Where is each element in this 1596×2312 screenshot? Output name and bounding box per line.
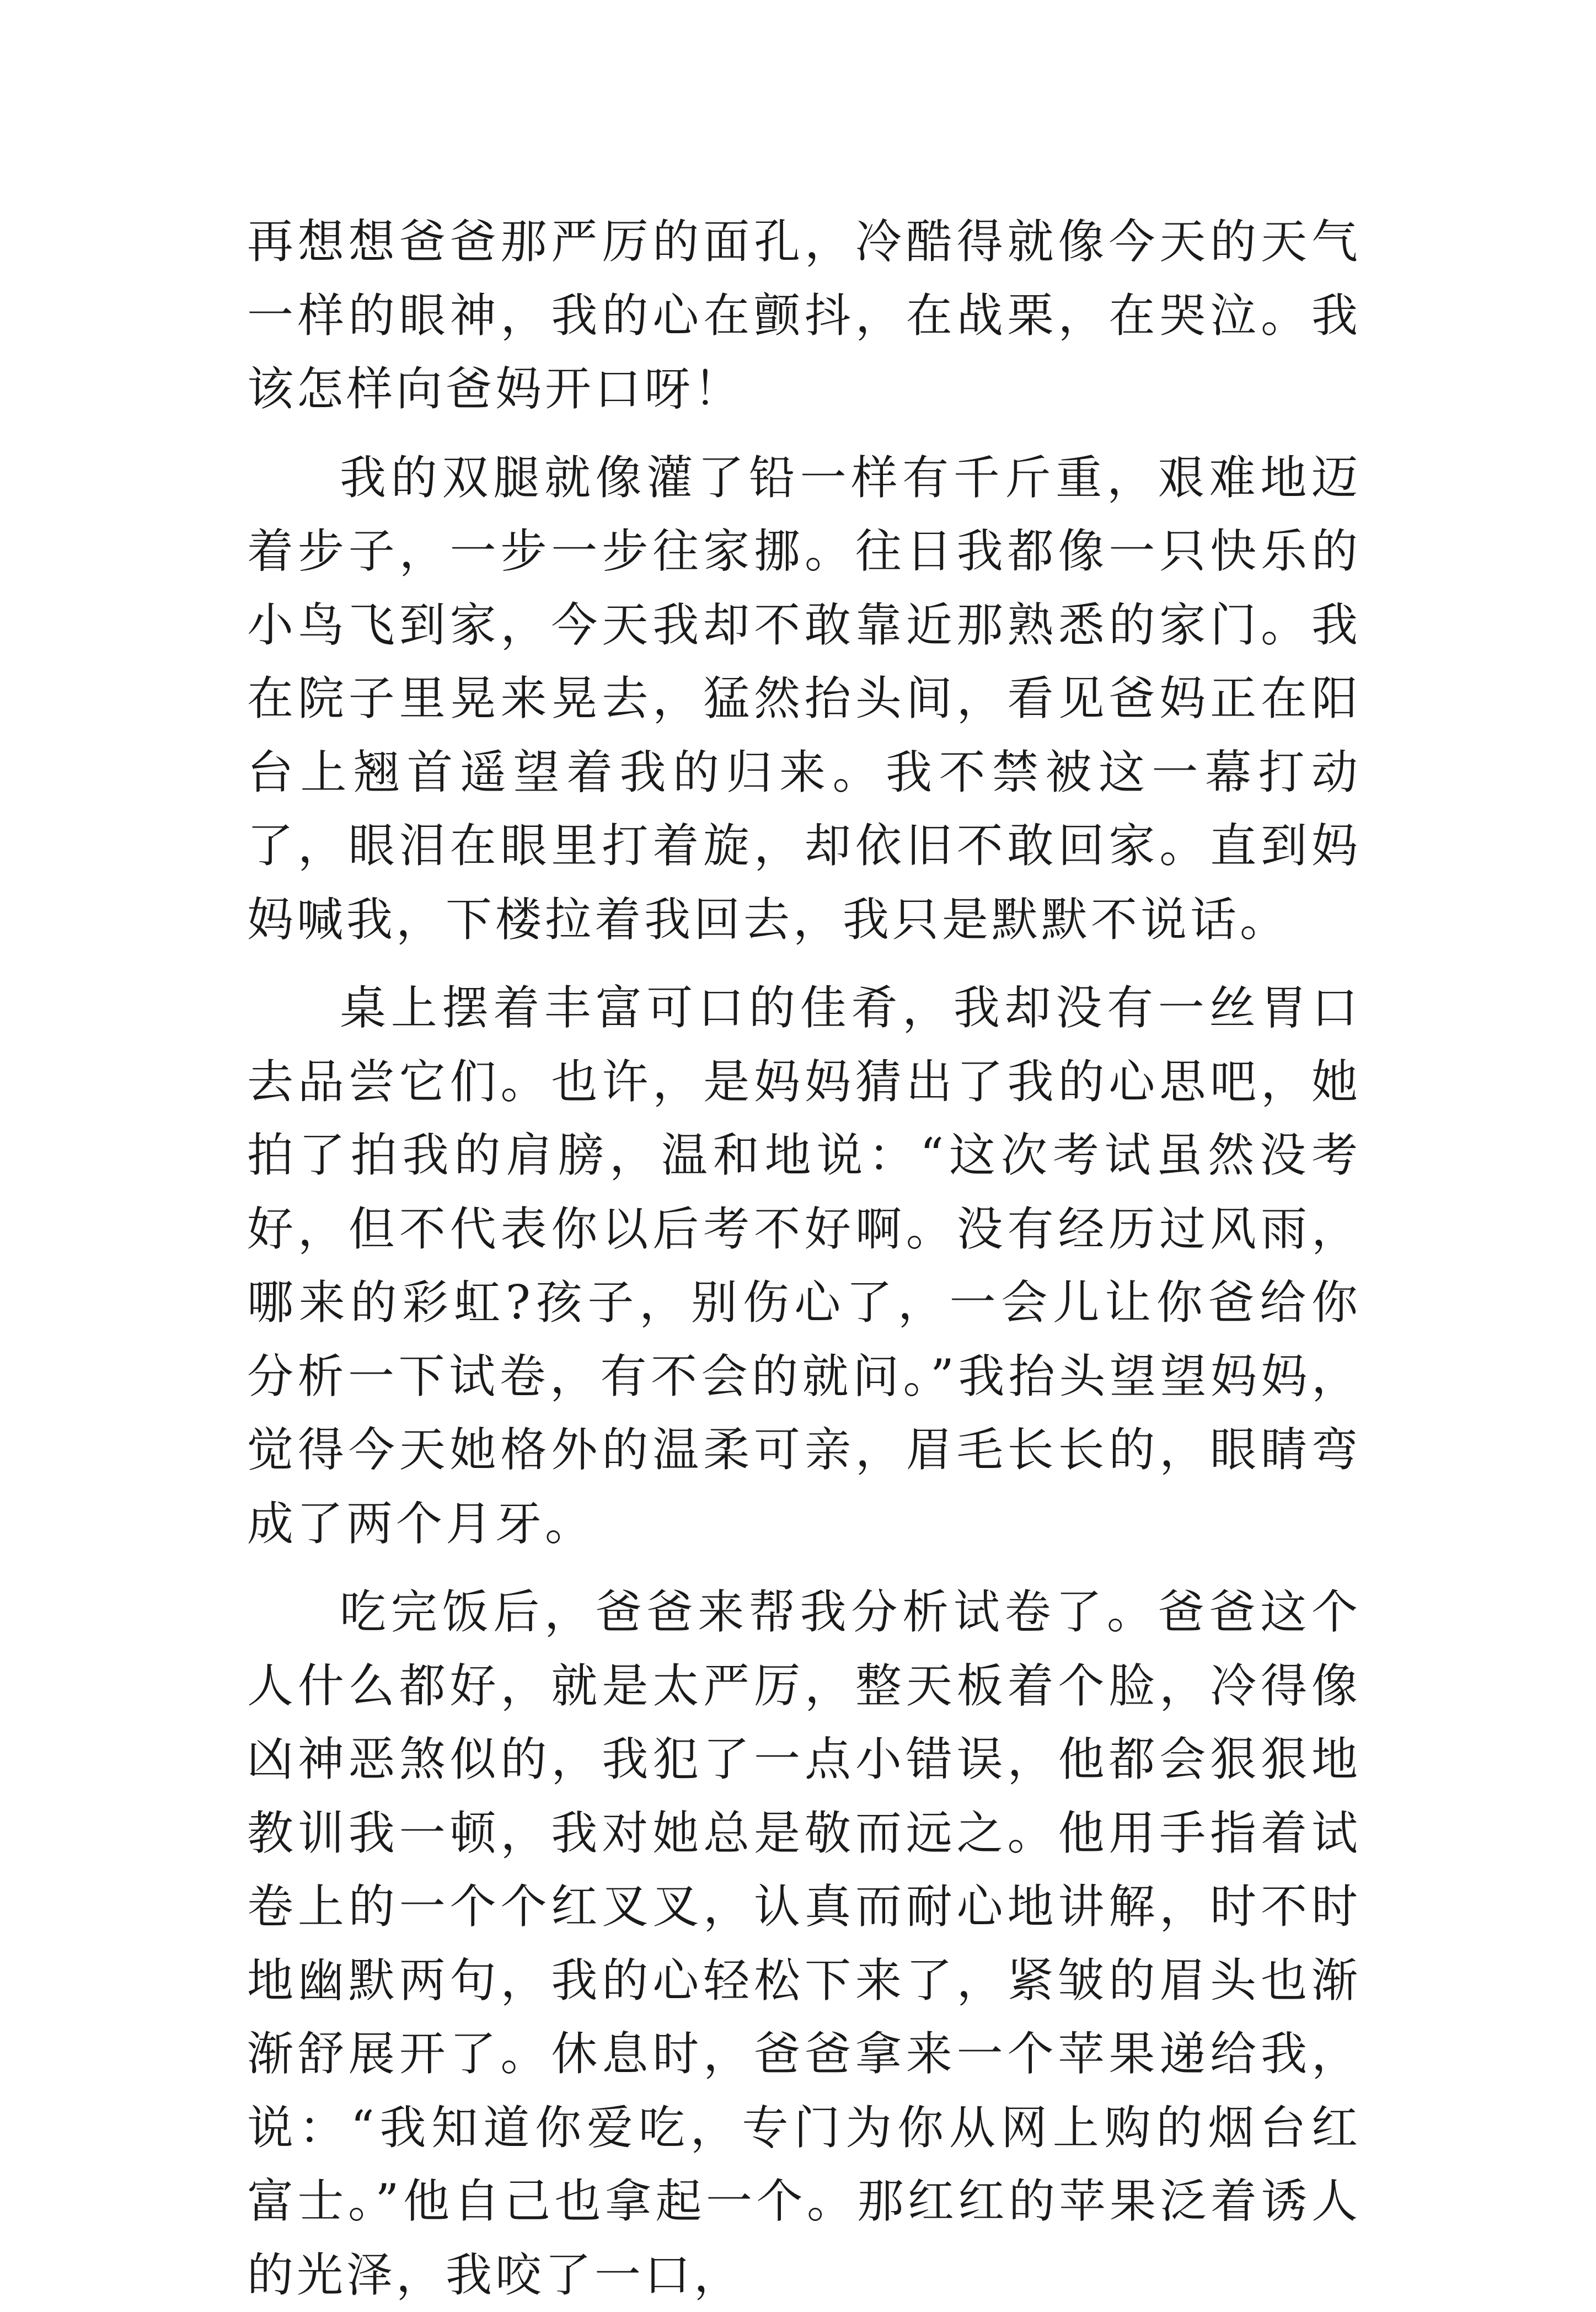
- paragraph-3: 桌上摆着丰富可口的佳肴，我却没有一丝胃口去品尝它们。也许，是妈妈猜出了我的心思吧，她拍了拍我的肩膀，温和地说：“这次考试虽然没考好，但不代表你以后考不好啊。没有经历过风雨，哪来的彩虹?孩子，别伤心了，一会儿让你爸给你分析一下试卷，有不会的就问。”我抬头望望妈妈，觉得今天她格外的温柔可亲，眉毛长长的，眼睛弯成了两个月牙。: [247, 981, 1361, 1551]
- paragraph-2: 我的双腿就像灌了铅一样有千斤重，艰难地迈着步子，一步一步往家挪。往日我都像一只快乐的小鸟飞到家，今天我却不敢靠近那熟悉的家门。我在院子里晃来晃去，猛然抬头间，看见爸妈正在阳台上翘首遥望着我的归来。我不禁被这一幕打动了，眼泪在眼里打着旋，却依旧不敢回家。直到妈妈喊我，下楼拉着我回去，我只是默默不说话。: [247, 450, 1361, 947]
- body-text: [247, 205, 1361, 2312]
- paragraph-1: 再想想爸爸那严厉的面孔，冷酷得就像今天的天气一样的眼神，我的心在颤抖，在战栗，在哭泣。我该怎样向爸妈开口呀！: [247, 215, 1361, 416]
- paragraph-4: 吃完饭后，爸爸来帮我分析试卷了。爸爸这个人什么都好，就是太严厉，整天板着个脸，冷得像凶神恶煞似的，我犯了一点小错误，他都会狠狠地教训我一顿，我对她总是敬而远之。他用手指着试卷上的一个个红叉叉，认真而耐心地讲解，时不时地幽默两句，我的心轻松下来了，紧皱的眉头也渐渐舒展开了。休息时，爸爸拿来一个苹果递给我，说：“我知道你爱吃，专门为你从网上购的烟台红富士。”他自己也拿起一个。那红红的苹果泛着诱人的光泽，我咬了一口，: [247, 1585, 1361, 2302]
